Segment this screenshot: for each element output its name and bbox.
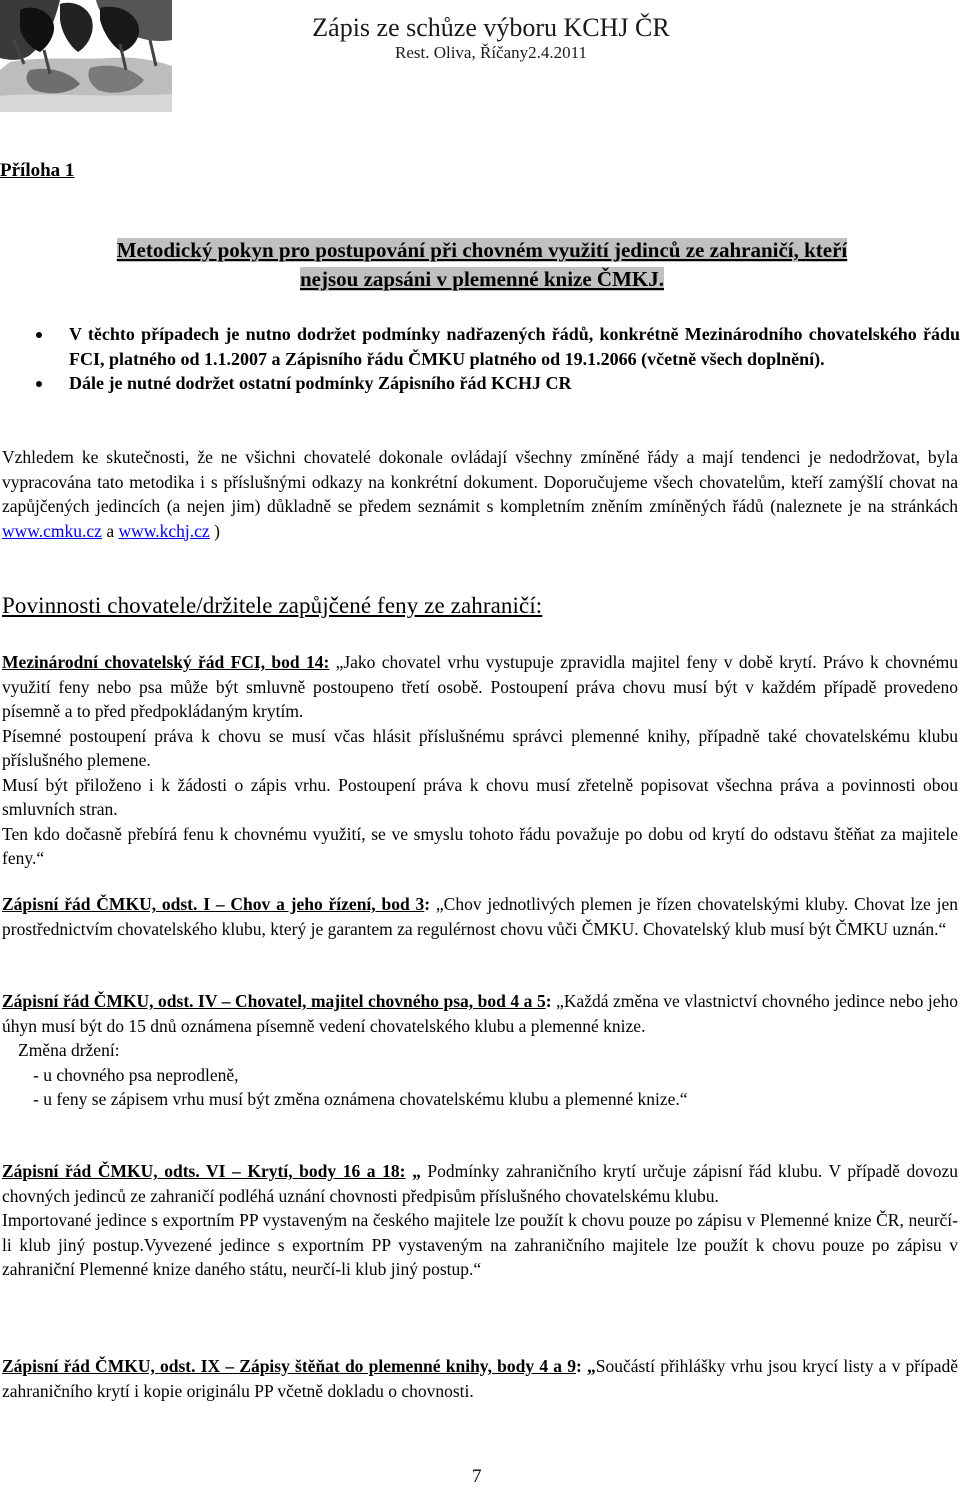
- document-title-line-2: nejsou zapsáni v plemenné knize ČMKJ.: [299, 267, 664, 291]
- zr1-label: Zápisní řád ČMKU, odst. I – Chov a jeho řízení, bod 3: [2, 894, 425, 914]
- zr1-colon: :: [424, 894, 431, 914]
- fci-label: Mezinárodní chovatelský řád FCI, bod 14:: [2, 652, 330, 672]
- zr-section-9: [2, 1354, 958, 1403]
- zr4-item-2: - u feny se zápisem vrhu musí být změna oznámena chovatelskému klubu a plemenné knize.“: [33, 1089, 688, 1109]
- meeting-place-date: Rest. Oliva, Říčany2.4.2011: [394, 43, 587, 62]
- list-item: [0, 322, 960, 371]
- kennel-club-logo: [0, 0, 172, 112]
- conditions-list: [0, 322, 960, 396]
- document-title-line-1: Metodický pokyn pro postupování při chovném využití jedinců ze zahraničí, kteří: [116, 238, 848, 262]
- fci-text: „Jako chovatel vrhu vystupuje zpravidla majitel feny v době krytí. Právo k chovnému využití feny nebo psa může být smluvně postoupeno třetí osobě. Postoupení práva chovu musí být v každém případě provedeno písemně a to před předpokládaným krytím.: [2, 652, 958, 721]
- intro-text: Vzhledem ke skutečnosti, že ne všichni chovatelé dokonale ovládají všechny zmíněné řády a mají tendenci je nedodržovat, byla vypracována tato metodika i s příslušnými odkazy na konkrétní dokument. Doporučujeme všech chovatelům, kteří zamýšlí chovat na zapůjčených jedincích (a nejen jim) důkladně se předem seznámit s kompletním zněním zmíněných řádů (naleznete je na stránkách: [2, 447, 958, 516]
- bullet-icon: [36, 381, 42, 387]
- zr-section-6: [2, 1159, 958, 1282]
- fci-section: [2, 650, 958, 871]
- cmku-link[interactable]: www.cmku.cz: [2, 520, 102, 541]
- list-item: [0, 371, 960, 396]
- document-header: [296, 12, 686, 62]
- list-item-text: Dále je nutné dodržet ostatní podmínky Zápisního řád KCHJ CR: [69, 373, 572, 393]
- intro-paragraph: [2, 445, 958, 543]
- list-item-text: V těchto případech je nutno dodržet podmínky nadřazených řádů, konkrétně Mezinárodního chovatelského řádu FCI, platného od 1.1.2007 a Zápisního řádu ČMKU platného od 19.1.2066 (včetně všech doplnění).: [69, 324, 960, 369]
- zr9-label: Zápisní řád ČMKU, odst. IX – Zápisy štěňat do plemenné knihy, body 4 a 9: [2, 1356, 576, 1376]
- zr4-sub-heading: Změna držení:: [18, 1040, 120, 1060]
- zr9-text: Součástí přihlášky vrhu jsou krycí listy a v případě zahraničního krytí i kopie originálu PP včetně dokladu o chovnosti.: [2, 1356, 959, 1401]
- document-title: [10, 236, 954, 294]
- fci-paragraph-2: Písemné postoupení práva k chovu se musí včas hlásit příslušnému správci plemenné knihy, případně také chovatelskému klubu příslušného plemene.: [2, 725, 958, 770]
- zr9-colon: :: [575, 1356, 582, 1376]
- annex-label: Příloha 1: [0, 160, 75, 181]
- zr6-paragraph-2: Importované jedince s exportním PP vystaveným na českého majitele lze použít k chovu pouze po zápisu v Plemenné knize ČR, neurčí-li klub jiný postup.Vyvezené jedince s exportním PP vystaveným na zahraničního majitele lze použít k chovu pouze po zápisu v zahraniční Plemenné knize daného státu, neurčí-li klub jiný postup.“: [2, 1210, 958, 1279]
- intro-and: a: [101, 520, 119, 541]
- zr9-quote: „: [581, 1356, 596, 1376]
- bullet-icon: [36, 332, 42, 338]
- zr4-item-1: - u chovného psa neprodleně,: [33, 1064, 239, 1085]
- kchj-link[interactable]: www.kchj.cz: [118, 520, 210, 541]
- zr-section-4: [2, 989, 958, 1112]
- intro-end: ): [209, 520, 220, 541]
- fci-paragraph-3: Musí být přiloženo i k žádosti o zápis vrhu. Postoupení práva k chovu musí zřetelně popisovat všechna práva a povinnosti obou smluvních stran.: [2, 774, 958, 819]
- zr4-text: „Každá změna ve vlastnictví chovného jedince nebo jeho úhyn musí být do 15 dnů oznámena písemně vedení chovatelského klubu a plemenné knize.: [2, 991, 958, 1036]
- fci-paragraph-4: Ten kdo dočasně přebírá fenu k chovnému využití, se ve smyslu tohoto řádu považuje po dobu od krytí do odstavu štěňat za majitele feny.“: [2, 823, 958, 868]
- zr4-label: Zápisní řád ČMKU, odst. IV – Chovatel, majitel chovného psa, bod 4 a 5: [2, 991, 546, 1011]
- zr-section-1: [2, 892, 958, 941]
- zr6-text: Podmínky zahraničního krytí určuje zápisní řád klubu. V případě dovozu chovných jedinců ze zahraničí podléhá uznání chovnosti předpisům příslušného chovatelskému klubu.: [2, 1161, 958, 1206]
- meeting-title: Zápis ze schůze výboru KCHJ ČR: [312, 13, 670, 42]
- zr4-colon: :: [545, 991, 552, 1011]
- section-heading: Povinnosti chovatele/držitele zapůjčené feny ze zahraničí:: [2, 593, 543, 618]
- page-number: 7: [472, 1466, 482, 1487]
- zr6-label: Zápisní řád ČMKU, odts. VI – Krytí, body 16 a 18:: [2, 1161, 406, 1181]
- zr1-text: „Chov jednotlivých plemen je řízen chovatelskými kluby. Chovat lze jen prostřednictvím chovatelského klubu, který je garantem za regulérnost chovu vůči ČMKU. Chovatelský klub musí být ČMKU uznán.“: [2, 894, 959, 939]
- zr6-quote: „: [405, 1161, 421, 1181]
